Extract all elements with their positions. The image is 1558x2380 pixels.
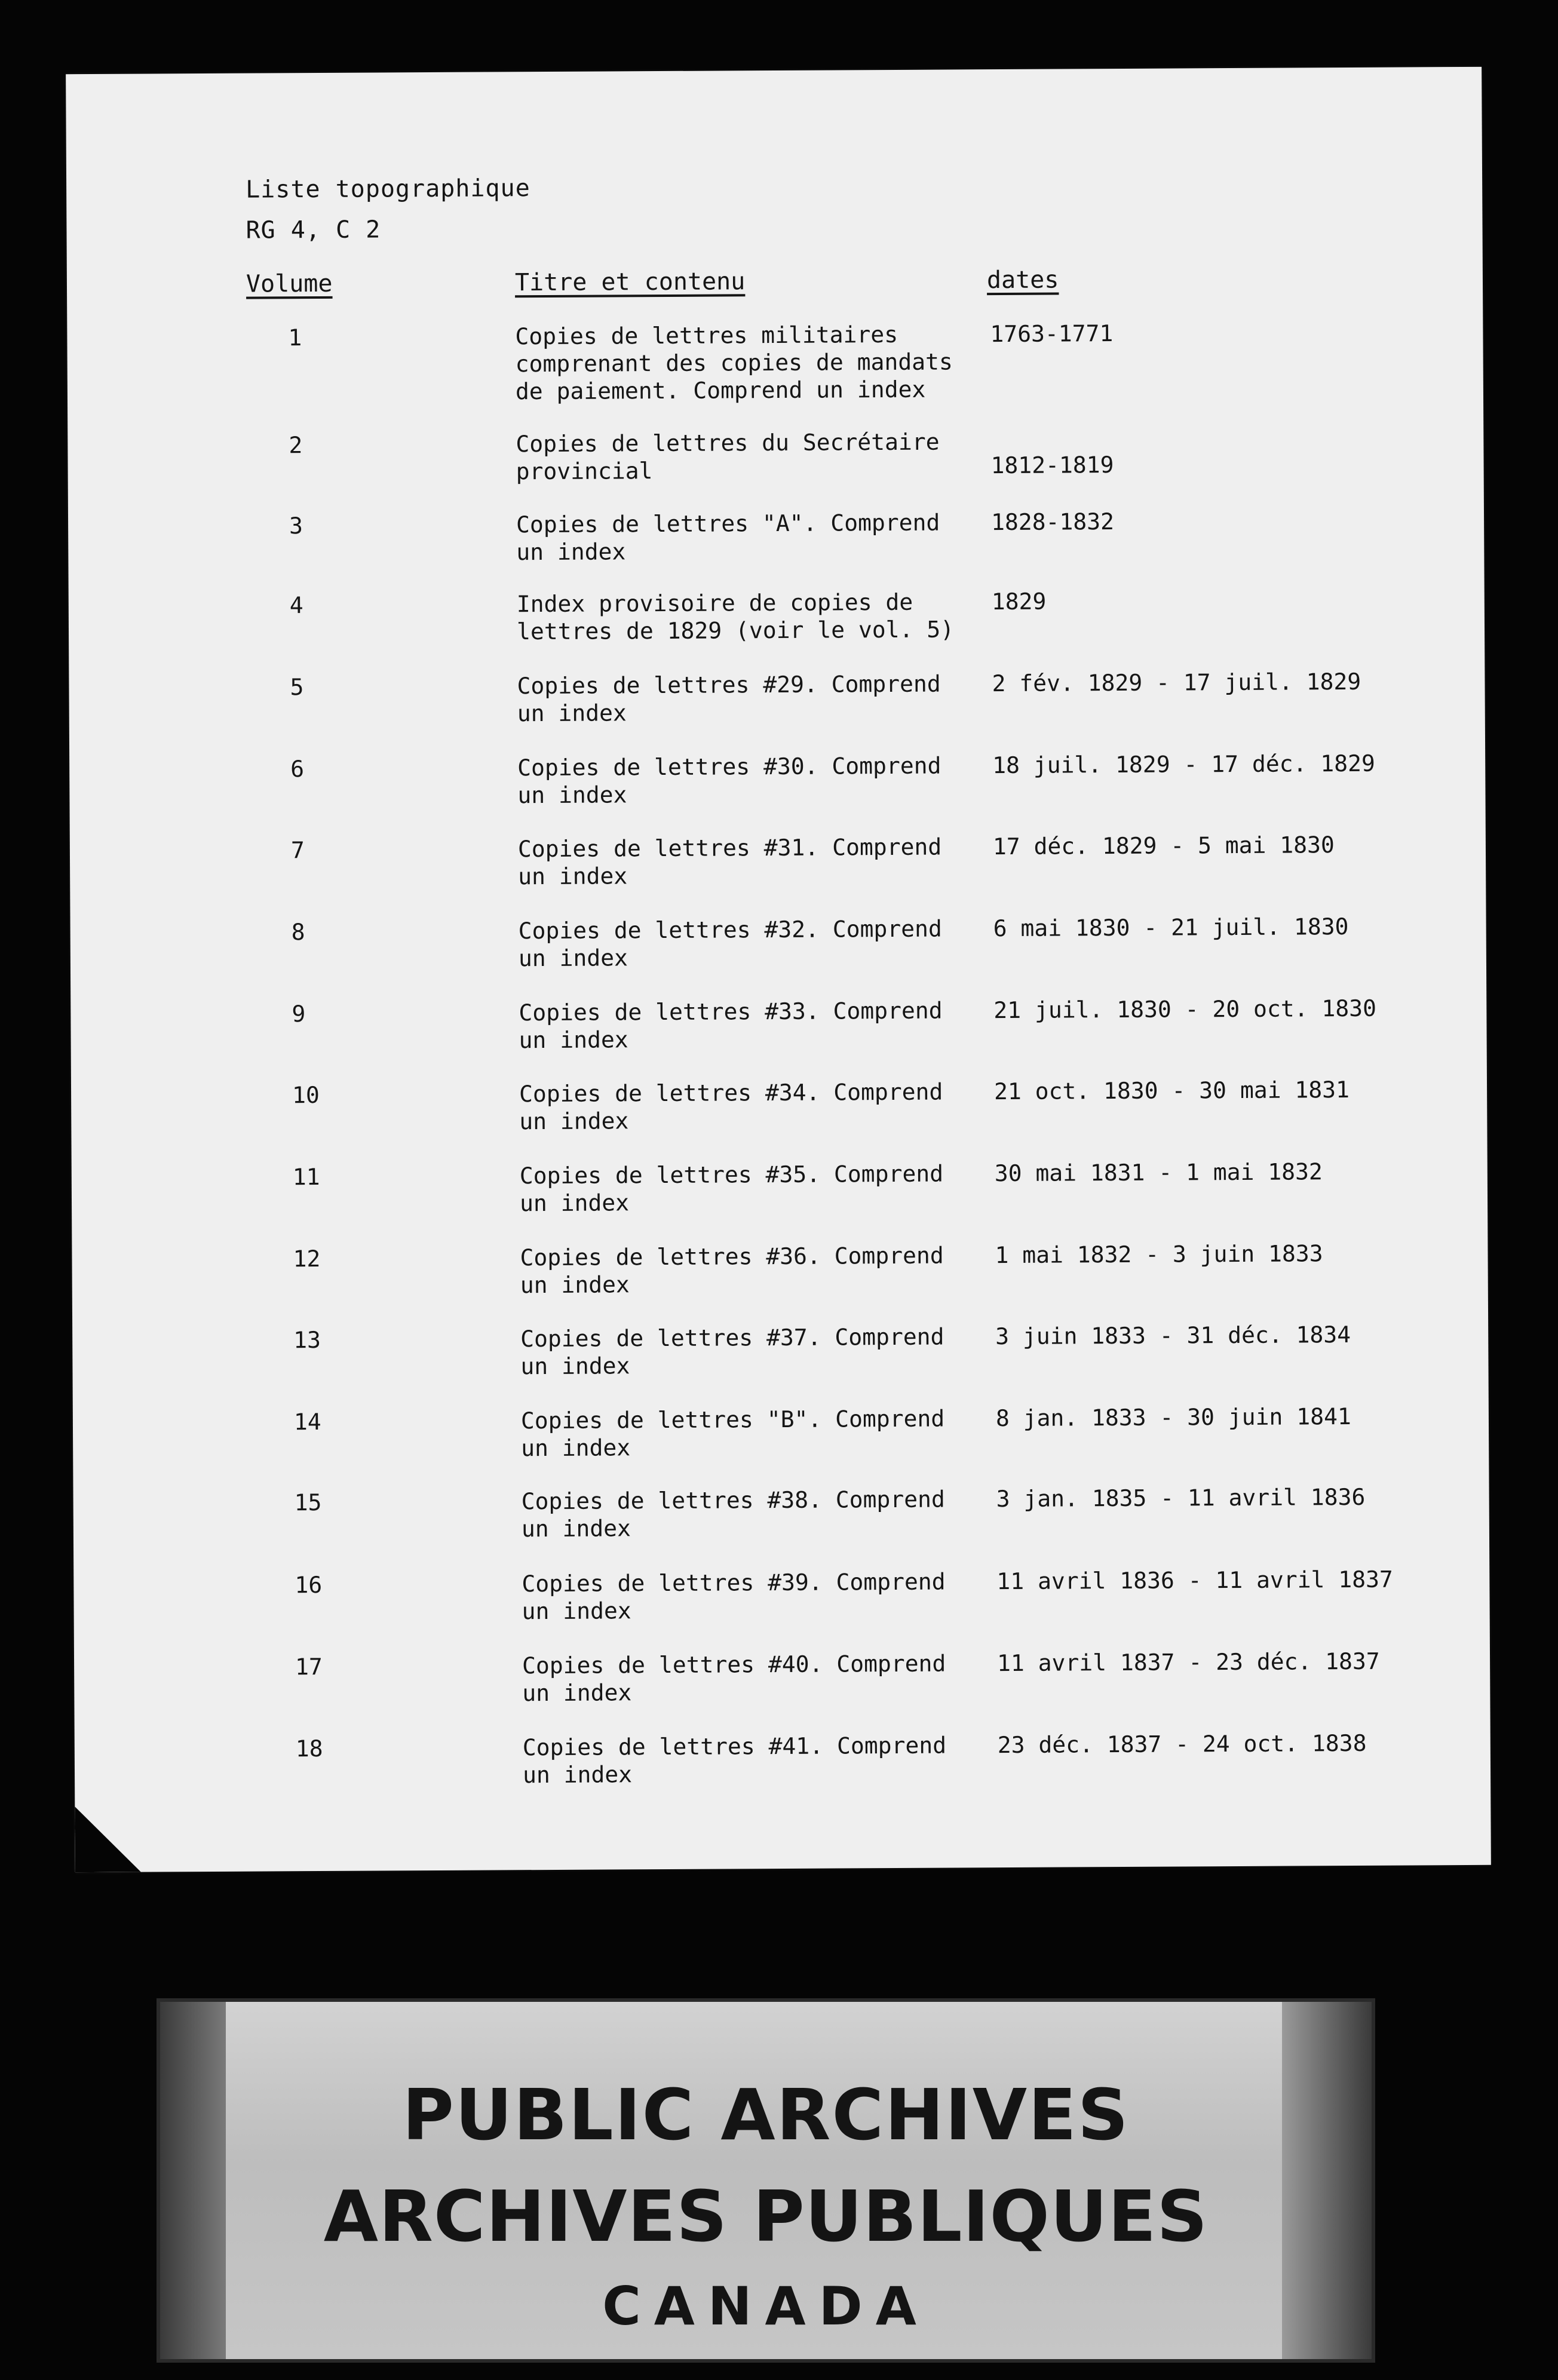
table-row: [68, 506, 1485, 591]
volume-dates: 3 juin 1833 - 31 déc. 1834: [995, 1321, 1351, 1350]
table-row: [73, 1565, 1490, 1650]
table-row: [73, 1402, 1489, 1487]
volume-number: 5: [290, 674, 304, 701]
volume-number: 4: [289, 592, 303, 619]
list-title: Liste topographique: [246, 174, 530, 204]
volume-dates: 1829: [991, 588, 1047, 615]
volume-title: [522, 1568, 976, 1625]
volume-title: [517, 670, 971, 727]
volume-title: [519, 915, 973, 972]
volume-title-line: un index: [518, 944, 628, 972]
document-page: [66, 67, 1491, 1872]
volume-number: 15: [294, 1489, 322, 1516]
volume-title-line: comprenant des copies de mandats: [515, 348, 953, 378]
volume-title-line: Copies de lettres "B". Comprend: [520, 1405, 945, 1434]
volume-number: 13: [293, 1327, 321, 1354]
volume-dates: 23 déc. 1837 - 24 oct. 1838: [997, 1729, 1367, 1759]
table-row: [72, 1239, 1488, 1324]
volume-title: [519, 1078, 973, 1135]
volume-title-line: Copies de lettres du Secrétaire: [516, 428, 940, 458]
volume-dates: 17 déc. 1829 - 5 mai 1830: [992, 832, 1335, 860]
table-row: [68, 425, 1484, 510]
volume-title-line: Copies de lettres #37. Comprend: [520, 1323, 944, 1352]
volume-title-line: un index: [520, 1271, 630, 1299]
volume-title-line: Copies de lettres #34. Comprend: [519, 1078, 943, 1108]
volume-title: [520, 1241, 974, 1299]
volume-title-line: Copies de lettres #36. Comprend: [520, 1242, 944, 1271]
volume-dates: 6 mai 1830 - 21 juil. 1830: [993, 913, 1349, 942]
volume-title-line: provincial: [516, 458, 653, 485]
volume-title-line: Copies de lettres #32. Comprend: [518, 915, 942, 944]
table-row: [67, 318, 1483, 403]
volume-dates: 11 avril 1837 - 23 déc. 1837: [996, 1648, 1380, 1677]
volume-title-line: un index: [522, 1761, 633, 1789]
volume-title-line: un index: [519, 1189, 630, 1217]
volume-title-line: un index: [520, 1352, 630, 1380]
volume-title: [522, 1485, 976, 1542]
volume-dates: 1828-1832: [990, 508, 1115, 536]
table-row: [73, 1483, 1490, 1568]
volume-title-line: Copies de lettres #38. Comprend: [521, 1486, 945, 1515]
volume-title: [516, 428, 970, 485]
volume-title-line: un index: [519, 1026, 628, 1054]
volume-number: 8: [291, 919, 305, 946]
volume-title-line: Copies de lettres #35. Comprend: [519, 1160, 944, 1189]
volume-dates: 3 jan. 1835 - 11 avril 1836: [996, 1483, 1366, 1513]
volume-number: 11: [292, 1164, 320, 1191]
volume-title-line: un index: [516, 538, 626, 566]
volume-dates: 1 mai 1832 - 3 juin 1833: [995, 1240, 1323, 1269]
stamp-line-public-archives: PUBLIC ARCHIVES: [402, 2074, 1130, 2156]
volume-title-line: un index: [517, 700, 627, 727]
column-header-title: Titre et contenu: [514, 268, 746, 297]
volume-title: [519, 996, 973, 1054]
volume-title: [517, 752, 971, 809]
volume-dates: 21 oct. 1830 - 30 mai 1831: [993, 1076, 1350, 1105]
table-row: [70, 830, 1486, 915]
table-row: [69, 749, 1486, 834]
volume-number: 14: [293, 1409, 321, 1436]
volume-dates: 18 juil. 1829 - 17 déc. 1829: [992, 750, 1375, 779]
column-header-volume: Volume: [246, 269, 333, 298]
volume-dates: 8 jan. 1833 - 30 juin 1841: [995, 1403, 1351, 1432]
volume-title: [521, 1404, 975, 1462]
volume-title-line: un index: [522, 1679, 632, 1707]
volume-title: [517, 588, 971, 645]
column-header-dates: dates: [986, 266, 1059, 295]
volume-title-line: un index: [519, 1108, 629, 1135]
table-row: [75, 1729, 1491, 1814]
volume-title-line: un index: [518, 863, 628, 890]
volume-dates: 30 mai 1831 - 1 mai 1832: [994, 1158, 1323, 1187]
volume-title-line: lettres de 1829 (voir le vol. 5): [516, 616, 955, 645]
volume-number: 9: [292, 1001, 306, 1028]
volume-dates: 11 avril 1836 - 11 avril 1837: [996, 1566, 1393, 1595]
table-row: [72, 1157, 1488, 1242]
table-row: [69, 667, 1485, 752]
volume-number: 6: [290, 756, 305, 783]
volume-number: 18: [295, 1735, 323, 1762]
volume-title: [516, 508, 970, 566]
record-group-reference: RG 4, C 2: [246, 216, 381, 244]
table-row: [69, 585, 1485, 670]
volume-title-line: Copies de lettres #33. Comprend: [519, 997, 943, 1026]
volume-title-line: Copies de lettres #40. Comprend: [522, 1650, 946, 1679]
volume-dates: 1812-1819: [990, 452, 1114, 479]
volume-title-line: Copies de lettres #29. Comprend: [517, 670, 941, 700]
volume-title: [520, 1160, 974, 1217]
volume-dates: 21 juil. 1830 - 20 oct. 1830: [993, 995, 1377, 1024]
volume-title-line: un index: [517, 781, 627, 809]
volume-number: 3: [289, 513, 303, 539]
volume-title: [522, 1649, 976, 1707]
table-row: [72, 1320, 1489, 1405]
volume-title-line: Copies de lettres #39. Comprend: [522, 1568, 946, 1597]
volume-title: [518, 833, 972, 890]
volume-number: 12: [293, 1246, 321, 1272]
volume-number: 16: [295, 1572, 323, 1599]
volume-number: 17: [295, 1654, 323, 1680]
volume-title-line: Copies de lettres #30. Comprend: [517, 752, 941, 781]
volume-title: [523, 1731, 977, 1789]
volume-number: 1: [288, 324, 302, 351]
volume-dates: 1763-1771: [990, 320, 1114, 348]
volume-dates: 2 fév. 1829 - 17 juil. 1829: [992, 668, 1361, 697]
table-row: [70, 912, 1487, 997]
archives-stamp: [157, 1998, 1375, 2363]
volume-title-line: Copies de lettres "A". Comprend: [516, 509, 940, 538]
volume-title-line: Index provisoire de copies de: [516, 588, 913, 618]
table-row: [71, 1075, 1488, 1160]
volume-title-line: un index: [521, 1515, 631, 1542]
stamp-line-archives-publiques: ARCHIVES PUBLIQUES: [323, 2175, 1209, 2258]
volume-title-line: Copies de lettres #31. Comprend: [517, 833, 942, 863]
volume-title-line: Copies de lettres militaires: [515, 321, 898, 350]
volume-title: [515, 320, 970, 405]
volume-title-line: un index: [522, 1597, 631, 1625]
volume-number: 10: [292, 1082, 320, 1109]
table-row: [74, 1647, 1490, 1732]
volume-title-line: Copies de lettres #41. Comprend: [522, 1732, 947, 1761]
table-row: [70, 994, 1487, 1079]
stamp-line-canada: CANADA: [602, 2275, 930, 2337]
volume-title-line: un index: [521, 1434, 631, 1462]
volume-title-line: de paiement. Comprend un index: [515, 376, 926, 405]
volume-title: [520, 1323, 974, 1380]
volume-number: 7: [290, 837, 305, 864]
volume-number: 2: [289, 432, 303, 459]
